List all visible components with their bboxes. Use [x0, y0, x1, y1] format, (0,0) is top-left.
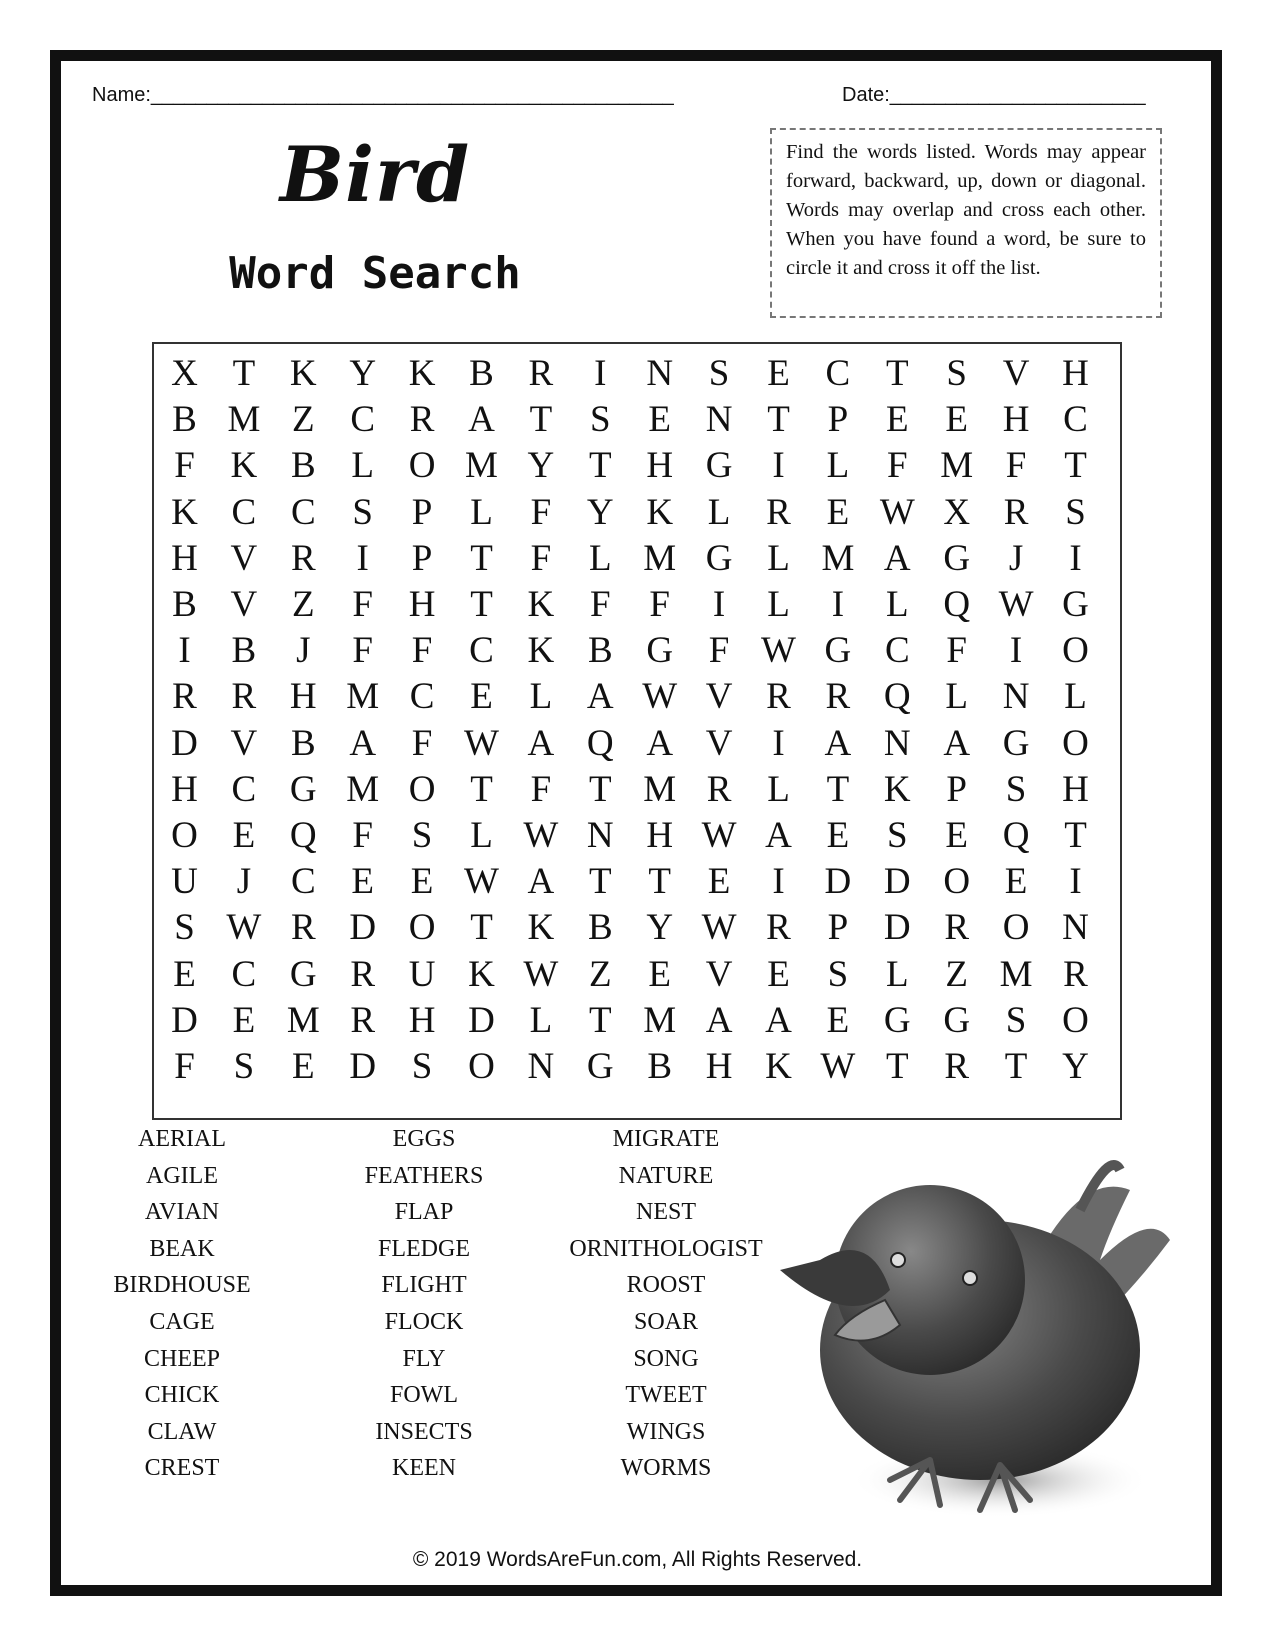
- grid-letter[interactable]: G: [943, 999, 971, 1041]
- grid-letter[interactable]: E: [232, 815, 256, 856]
- grid-letter[interactable]: D: [883, 861, 911, 903]
- grid-letter[interactable]: O: [468, 1046, 495, 1087]
- grid-letter[interactable]: B: [587, 907, 613, 949]
- grid-letter[interactable]: B: [587, 630, 613, 672]
- grid-letter[interactable]: D: [349, 1046, 377, 1087]
- word-list-item: FEATHERS: [364, 1162, 484, 1189]
- grid-letter[interactable]: E: [826, 999, 850, 1041]
- word-list-item: CHEEP: [143, 1345, 220, 1372]
- grid-letter[interactable]: F: [708, 630, 730, 672]
- grid-letter[interactable]: T: [470, 907, 493, 949]
- grid-letter[interactable]: T: [529, 399, 553, 441]
- grid-letter[interactable]: S: [1005, 999, 1027, 1041]
- grid-letter[interactable]: Y: [586, 491, 614, 533]
- grid-letter[interactable]: R: [944, 1046, 970, 1087]
- grid-letter[interactable]: G: [289, 768, 317, 810]
- grid-letter[interactable]: R: [706, 768, 732, 810]
- grid-letter[interactable]: I: [1069, 861, 1082, 903]
- word-list-item: EGGS: [392, 1126, 456, 1152]
- grid-letter[interactable]: O: [408, 907, 436, 949]
- grid-letter[interactable]: I: [712, 584, 726, 625]
- word-list-item: CREST: [144, 1455, 220, 1482]
- grid-letter[interactable]: W: [761, 630, 796, 672]
- word-list-item: CAGE: [149, 1309, 215, 1335]
- grid-letter[interactable]: X: [171, 353, 198, 394]
- grid-letter[interactable]: E: [648, 399, 671, 441]
- grid-letter[interactable]: K: [765, 1046, 792, 1087]
- grid-letter[interactable]: S: [590, 399, 611, 441]
- grid-letter[interactable]: S: [827, 953, 849, 995]
- grid-letter[interactable]: C: [290, 491, 316, 533]
- grid-letter[interactable]: F: [530, 768, 552, 810]
- grid-letter[interactable]: T: [767, 399, 790, 441]
- grid-letter[interactable]: C: [350, 399, 376, 441]
- grid-letter[interactable]: U: [408, 953, 436, 995]
- grid-letter[interactable]: N: [1062, 907, 1089, 949]
- grid-letter[interactable]: H: [408, 999, 436, 1041]
- grid-letter[interactable]: L: [351, 445, 374, 487]
- grid-letter[interactable]: Z: [291, 584, 315, 625]
- grid-letter[interactable]: L: [470, 815, 493, 856]
- grid-letter[interactable]: P: [827, 907, 849, 949]
- grid-letter[interactable]: B: [172, 584, 197, 625]
- grid-letter[interactable]: M: [286, 999, 320, 1041]
- grid-letter[interactable]: S: [708, 353, 730, 394]
- word-list-item: SONG: [633, 1345, 699, 1372]
- grid-letter[interactable]: G: [586, 1046, 614, 1087]
- grid-letter[interactable]: T: [470, 537, 493, 579]
- grid-letter[interactable]: R: [1063, 953, 1088, 995]
- word-list-item: FLAP: [394, 1199, 454, 1226]
- grid-letter[interactable]: B: [290, 722, 316, 764]
- grid-letter[interactable]: E: [410, 861, 434, 903]
- grid-letter[interactable]: C: [409, 676, 435, 718]
- bird-illustration: [780, 1150, 1200, 1530]
- grid-letter[interactable]: G: [1062, 584, 1089, 625]
- grid-letter[interactable]: C: [231, 768, 257, 810]
- grid-letter[interactable]: M: [346, 676, 380, 718]
- grid-letter[interactable]: W: [642, 676, 678, 718]
- grid-letter[interactable]: N: [705, 399, 733, 441]
- grid-letter[interactable]: L: [767, 584, 790, 625]
- grid-letter[interactable]: K: [527, 584, 555, 625]
- grid-letter[interactable]: W: [523, 953, 559, 995]
- grid-letter[interactable]: L: [707, 491, 731, 533]
- grid-letter[interactable]: Q: [943, 584, 971, 625]
- grid-letter[interactable]: L: [588, 537, 612, 579]
- grid-letter[interactable]: K: [468, 953, 495, 995]
- grid-letter[interactable]: K: [289, 353, 317, 394]
- grid-letter[interactable]: K: [527, 630, 555, 672]
- grid-letter[interactable]: O: [171, 815, 198, 856]
- grid-letter[interactable]: T: [1064, 445, 1087, 487]
- grid-letter[interactable]: R: [409, 399, 435, 441]
- word-list-item: BEAK: [149, 1235, 215, 1262]
- grid-letter[interactable]: H: [705, 1046, 733, 1087]
- grid-letter[interactable]: R: [350, 999, 376, 1041]
- grid-letter[interactable]: O: [1062, 999, 1089, 1041]
- grid-letter[interactable]: E: [648, 953, 671, 995]
- grid-letter[interactable]: R: [766, 491, 791, 533]
- grid-letter[interactable]: H: [408, 584, 436, 625]
- grid-letter[interactable]: V: [230, 584, 258, 625]
- grid-letter[interactable]: T: [470, 584, 493, 625]
- grid-letter[interactable]: L: [529, 999, 553, 1041]
- copyright-notice: © 2019 WordsAreFun.com, All Rights Reserved.: [412, 1548, 863, 1571]
- grid-letter[interactable]: A: [349, 722, 377, 764]
- grid-letter[interactable]: C: [290, 861, 316, 903]
- grid-letter[interactable]: D: [468, 999, 495, 1041]
- grid-letter[interactable]: Y: [1062, 1046, 1089, 1087]
- grid-letter[interactable]: V: [705, 953, 733, 995]
- grid-letter[interactable]: Z: [291, 399, 315, 441]
- grid-letter[interactable]: A: [705, 999, 733, 1041]
- grid-letter[interactable]: T: [826, 768, 850, 810]
- grid-letter[interactable]: E: [945, 815, 968, 856]
- grid-letter[interactable]: A: [943, 722, 971, 764]
- grid-letter[interactable]: B: [469, 353, 494, 394]
- grid-letter[interactable]: T: [232, 353, 256, 394]
- grid-letter[interactable]: V: [1002, 353, 1030, 394]
- grid-letter[interactable]: W: [879, 491, 915, 533]
- grid-letter[interactable]: G: [646, 630, 674, 672]
- grid-letter[interactable]: A: [468, 399, 495, 441]
- grid-letter[interactable]: C: [469, 630, 494, 672]
- grid-letter[interactable]: I: [594, 353, 607, 394]
- grid-letter[interactable]: G: [824, 630, 852, 672]
- grid-letter[interactable]: W: [226, 907, 262, 949]
- grid-letter[interactable]: H: [646, 815, 674, 856]
- grid-letter[interactable]: K: [527, 907, 555, 949]
- grid-letter[interactable]: L: [885, 584, 909, 625]
- grid-letter[interactable]: G: [705, 537, 733, 579]
- grid-letter[interactable]: T: [588, 861, 612, 903]
- grid-letter[interactable]: L: [767, 537, 790, 579]
- grid-letter[interactable]: S: [352, 491, 373, 533]
- grid-letter[interactable]: W: [998, 584, 1034, 625]
- grid-letter[interactable]: I: [772, 722, 785, 764]
- grid-letter[interactable]: F: [352, 630, 373, 672]
- word-list-item: WORMS: [620, 1455, 712, 1482]
- grid-letter[interactable]: E: [826, 491, 850, 533]
- grid-letter[interactable]: R: [290, 907, 316, 949]
- grid-letter[interactable]: A: [883, 537, 911, 579]
- grid-letter[interactable]: L: [885, 953, 909, 995]
- word-list-item: CLAW: [147, 1418, 217, 1445]
- grid-letter[interactable]: R: [766, 676, 791, 718]
- grid-letter[interactable]: H: [646, 445, 674, 487]
- word-list-item: FLIGHT: [381, 1272, 467, 1299]
- grid-letter[interactable]: F: [590, 584, 611, 625]
- grid-letter[interactable]: G: [1002, 722, 1030, 764]
- word-list-item: FLEDGE: [378, 1235, 470, 1262]
- grid-letter[interactable]: Q: [1002, 815, 1030, 856]
- grid-letter[interactable]: V: [705, 676, 733, 718]
- grid-letter[interactable]: E: [291, 1046, 315, 1087]
- grid-letter[interactable]: P: [827, 399, 849, 441]
- grid-letter[interactable]: H: [1062, 353, 1089, 394]
- grid-letter[interactable]: N: [883, 722, 911, 764]
- grid-letter[interactable]: H: [1062, 768, 1089, 810]
- grid-letter[interactable]: F: [887, 445, 908, 487]
- grid-letter[interactable]: F: [174, 445, 195, 487]
- grid-letter[interactable]: T: [588, 768, 612, 810]
- grid-letter[interactable]: T: [1064, 815, 1087, 856]
- word-list-item: FLOCK: [384, 1309, 464, 1335]
- word-list-item: AGILE: [146, 1162, 218, 1189]
- grid-letter[interactable]: F: [174, 1046, 195, 1087]
- grid-letter[interactable]: V: [705, 722, 733, 764]
- grid-letter[interactable]: Y: [646, 907, 674, 949]
- grid-letter[interactable]: T: [588, 999, 612, 1041]
- grid-letter[interactable]: R: [766, 907, 791, 949]
- grid-letter[interactable]: S: [233, 1046, 255, 1087]
- grid-letter[interactable]: L: [767, 768, 790, 810]
- grid-letter[interactable]: W: [701, 815, 737, 856]
- word-search-grid: [152, 342, 1122, 1120]
- grid-letter[interactable]: T: [588, 445, 612, 487]
- grid-letter[interactable]: C: [825, 353, 851, 394]
- grid-letter[interactable]: I: [772, 445, 785, 487]
- grid-letter[interactable]: M: [227, 399, 261, 441]
- grid-letter[interactable]: F: [1005, 445, 1027, 487]
- grid-letter[interactable]: F: [946, 630, 967, 672]
- word-list-item: ORNITHOLOGIST: [569, 1235, 763, 1262]
- grid-letter[interactable]: R: [1003, 491, 1029, 533]
- grid-letter[interactable]: L: [826, 445, 850, 487]
- grid-letter[interactable]: G: [943, 537, 971, 579]
- grid-letter[interactable]: E: [885, 399, 909, 441]
- grid-letter[interactable]: T: [1004, 1046, 1028, 1087]
- grid-letter[interactable]: C: [231, 953, 257, 995]
- word-list-item: MIGRATE: [612, 1126, 720, 1152]
- grid-letter[interactable]: F: [352, 584, 373, 625]
- grid-letter[interactable]: R: [825, 676, 851, 718]
- grid-letter[interactable]: E: [232, 999, 256, 1041]
- date-field[interactable]: Date:_______________________: [842, 84, 1146, 106]
- grid-letter[interactable]: F: [352, 815, 373, 856]
- word-list-item: TWEET: [625, 1382, 707, 1409]
- grid-letter[interactable]: K: [171, 491, 198, 533]
- name-field[interactable]: Name:_______________________________________________: [92, 84, 674, 106]
- grid-letter[interactable]: L: [945, 676, 968, 718]
- grid-letter[interactable]: D: [349, 907, 377, 949]
- grid-letter[interactable]: G: [705, 445, 733, 487]
- grid-letter[interactable]: Y: [527, 445, 555, 487]
- word-list-item: KEEN: [392, 1455, 456, 1482]
- grid-letter[interactable]: I: [356, 537, 369, 579]
- grid-letter[interactable]: F: [530, 491, 552, 533]
- grid-letter[interactable]: E: [470, 676, 493, 718]
- grid-letter[interactable]: H: [1002, 399, 1030, 441]
- grid-letter[interactable]: M: [940, 445, 974, 487]
- grid-letter[interactable]: P: [411, 491, 433, 533]
- grid-letter[interactable]: S: [174, 907, 195, 949]
- grid-letter[interactable]: O: [408, 768, 436, 810]
- word-list-item: NATURE: [618, 1162, 714, 1189]
- grid-letter[interactable]: E: [945, 399, 968, 441]
- grid-letter[interactable]: A: [765, 999, 792, 1041]
- word-list-item: AERIAL: [138, 1126, 226, 1152]
- grid-letter[interactable]: A: [586, 676, 614, 718]
- grid-letter[interactable]: N: [646, 353, 674, 394]
- grid-letter[interactable]: P: [946, 768, 967, 810]
- grid-letter[interactable]: V: [230, 537, 258, 579]
- grid-letter[interactable]: C: [1063, 399, 1088, 441]
- grid-letter[interactable]: A: [765, 815, 792, 856]
- grid-letter[interactable]: R: [944, 907, 970, 949]
- grid-letter[interactable]: H: [171, 537, 198, 579]
- grid-letter[interactable]: B: [290, 445, 316, 487]
- grid-letter[interactable]: J: [1008, 537, 1024, 579]
- grid-letter[interactable]: I: [178, 630, 191, 672]
- grid-letter[interactable]: G: [883, 999, 911, 1041]
- grid-letter[interactable]: W: [523, 815, 559, 856]
- grid-letter[interactable]: Q: [289, 815, 317, 856]
- grid-letter[interactable]: O: [943, 861, 971, 903]
- grid-letter[interactable]: A: [824, 722, 852, 764]
- grid-letter[interactable]: T: [885, 1046, 909, 1087]
- grid-letter[interactable]: E: [767, 353, 790, 394]
- grid-letter[interactable]: Z: [945, 953, 968, 995]
- grid-letter[interactable]: O: [1062, 722, 1089, 764]
- grid-letter[interactable]: W: [701, 907, 737, 949]
- grid-letter[interactable]: E: [351, 861, 374, 903]
- word-list-item: BIRDHOUSE: [113, 1272, 251, 1299]
- grid-letter[interactable]: I: [1009, 630, 1023, 672]
- grid-letter[interactable]: R: [172, 676, 197, 718]
- grid-letter[interactable]: A: [646, 722, 674, 764]
- grid-letter[interactable]: L: [529, 676, 553, 718]
- grid-letter[interactable]: M: [346, 768, 380, 810]
- grid-letter[interactable]: S: [411, 1046, 433, 1087]
- word-list-item: CHICK: [144, 1382, 220, 1409]
- grid-letter[interactable]: F: [530, 537, 552, 579]
- grid-letter[interactable]: I: [831, 584, 845, 625]
- grid-letter[interactable]: B: [647, 1046, 673, 1087]
- grid-letter[interactable]: W: [464, 722, 499, 764]
- grid-letter[interactable]: A: [527, 861, 555, 903]
- word-list-item: FLY: [402, 1345, 446, 1372]
- grid-letter[interactable]: T: [470, 768, 493, 810]
- grid-letter[interactable]: S: [1005, 768, 1027, 810]
- grid-letter[interactable]: E: [767, 953, 790, 995]
- grid-letter[interactable]: K: [883, 768, 911, 810]
- grid-letter[interactable]: M: [643, 999, 677, 1041]
- word-list-item: NEST: [636, 1199, 696, 1226]
- word-list-item: SOAR: [633, 1309, 699, 1335]
- grid-letter[interactable]: D: [824, 861, 852, 903]
- grid-letter[interactable]: D: [883, 907, 911, 949]
- grid-letter[interactable]: K: [646, 491, 674, 533]
- grid-letter[interactable]: D: [171, 999, 198, 1041]
- grid-letter[interactable]: S: [887, 815, 908, 856]
- word-list-item: FOWL: [390, 1382, 458, 1409]
- page-title: Bird: [279, 130, 471, 219]
- grid-letter[interactable]: Q: [586, 722, 614, 764]
- grid-letter[interactable]: L: [470, 491, 493, 533]
- grid-letter[interactable]: N: [527, 1046, 555, 1087]
- grid-letter[interactable]: O: [408, 445, 436, 487]
- grid-letter[interactable]: D: [171, 722, 198, 764]
- grid-letter[interactable]: Y: [349, 353, 377, 394]
- grid-letter[interactable]: R: [528, 353, 554, 394]
- grid-letter[interactable]: B: [231, 630, 257, 672]
- grid-letter[interactable]: K: [408, 353, 436, 394]
- grid-letter[interactable]: S: [946, 353, 967, 394]
- grid-letter[interactable]: J: [236, 861, 252, 903]
- grid-letter[interactable]: R: [350, 953, 376, 995]
- page-subtitle: Word Search: [229, 248, 521, 299]
- grid-letter[interactable]: N: [586, 815, 614, 856]
- grid-letter[interactable]: E: [707, 861, 731, 903]
- grid-letter[interactable]: C: [231, 491, 257, 533]
- grid-letter[interactable]: M: [643, 537, 677, 579]
- word-list-item: AVIAN: [144, 1199, 220, 1226]
- grid-letter[interactable]: J: [296, 630, 311, 672]
- grid-letter[interactable]: M: [999, 953, 1033, 995]
- grid-letter[interactable]: F: [649, 584, 670, 625]
- grid-letter[interactable]: O: [1002, 907, 1030, 949]
- grid-letter[interactable]: Z: [588, 953, 612, 995]
- grid-letter[interactable]: C: [884, 630, 910, 672]
- grid-letter[interactable]: P: [411, 537, 433, 579]
- grid-letter[interactable]: H: [289, 676, 317, 718]
- instructions-box: Find the words listed. Words may appear forward, backward, up, down or diagonal. Words may overlap and cross each other. When you have found a word, be sure to circle it and cross it off the list.: [770, 128, 1162, 318]
- grid-letter[interactable]: E: [173, 953, 196, 995]
- grid-letter[interactable]: N: [1002, 676, 1030, 718]
- word-list-item: ROOST: [626, 1272, 706, 1299]
- grid-letter[interactable]: W: [820, 1046, 856, 1087]
- grid-letter[interactable]: F: [411, 722, 433, 764]
- grid-letter[interactable]: K: [230, 445, 258, 487]
- grid-letter[interactable]: S: [411, 815, 433, 856]
- grid-letter[interactable]: E: [826, 815, 850, 856]
- grid-letter[interactable]: W: [464, 861, 499, 903]
- grid-letter[interactable]: V: [230, 722, 258, 764]
- grid-letter[interactable]: E: [1004, 861, 1028, 903]
- grid-letter[interactable]: B: [172, 399, 197, 441]
- word-list-item: WINGS: [626, 1418, 706, 1445]
- grid-letter[interactable]: T: [885, 353, 909, 394]
- grid-letter[interactable]: R: [290, 537, 316, 579]
- grid-letter[interactable]: X: [943, 491, 971, 533]
- grid-letter[interactable]: G: [289, 953, 317, 995]
- grid-letter[interactable]: M: [465, 445, 498, 487]
- grid-letter[interactable]: H: [171, 768, 198, 810]
- grid-letter[interactable]: U: [171, 861, 198, 903]
- grid-letter[interactable]: I: [772, 861, 785, 903]
- grid-letter[interactable]: Q: [883, 676, 911, 718]
- grid-letter[interactable]: O: [1062, 630, 1089, 672]
- grid-letter[interactable]: L: [1064, 676, 1087, 718]
- grid-letter[interactable]: R: [231, 676, 257, 718]
- grid-letter[interactable]: S: [1065, 491, 1086, 533]
- grid-letter[interactable]: M: [643, 768, 677, 810]
- grid-letter[interactable]: F: [411, 630, 433, 672]
- grid-letter[interactable]: I: [1069, 537, 1082, 579]
- grid-letter[interactable]: T: [648, 861, 671, 903]
- grid-letter[interactable]: A: [527, 722, 555, 764]
- word-list-item: INSECTS: [375, 1418, 473, 1445]
- grid-letter[interactable]: M: [821, 537, 855, 579]
